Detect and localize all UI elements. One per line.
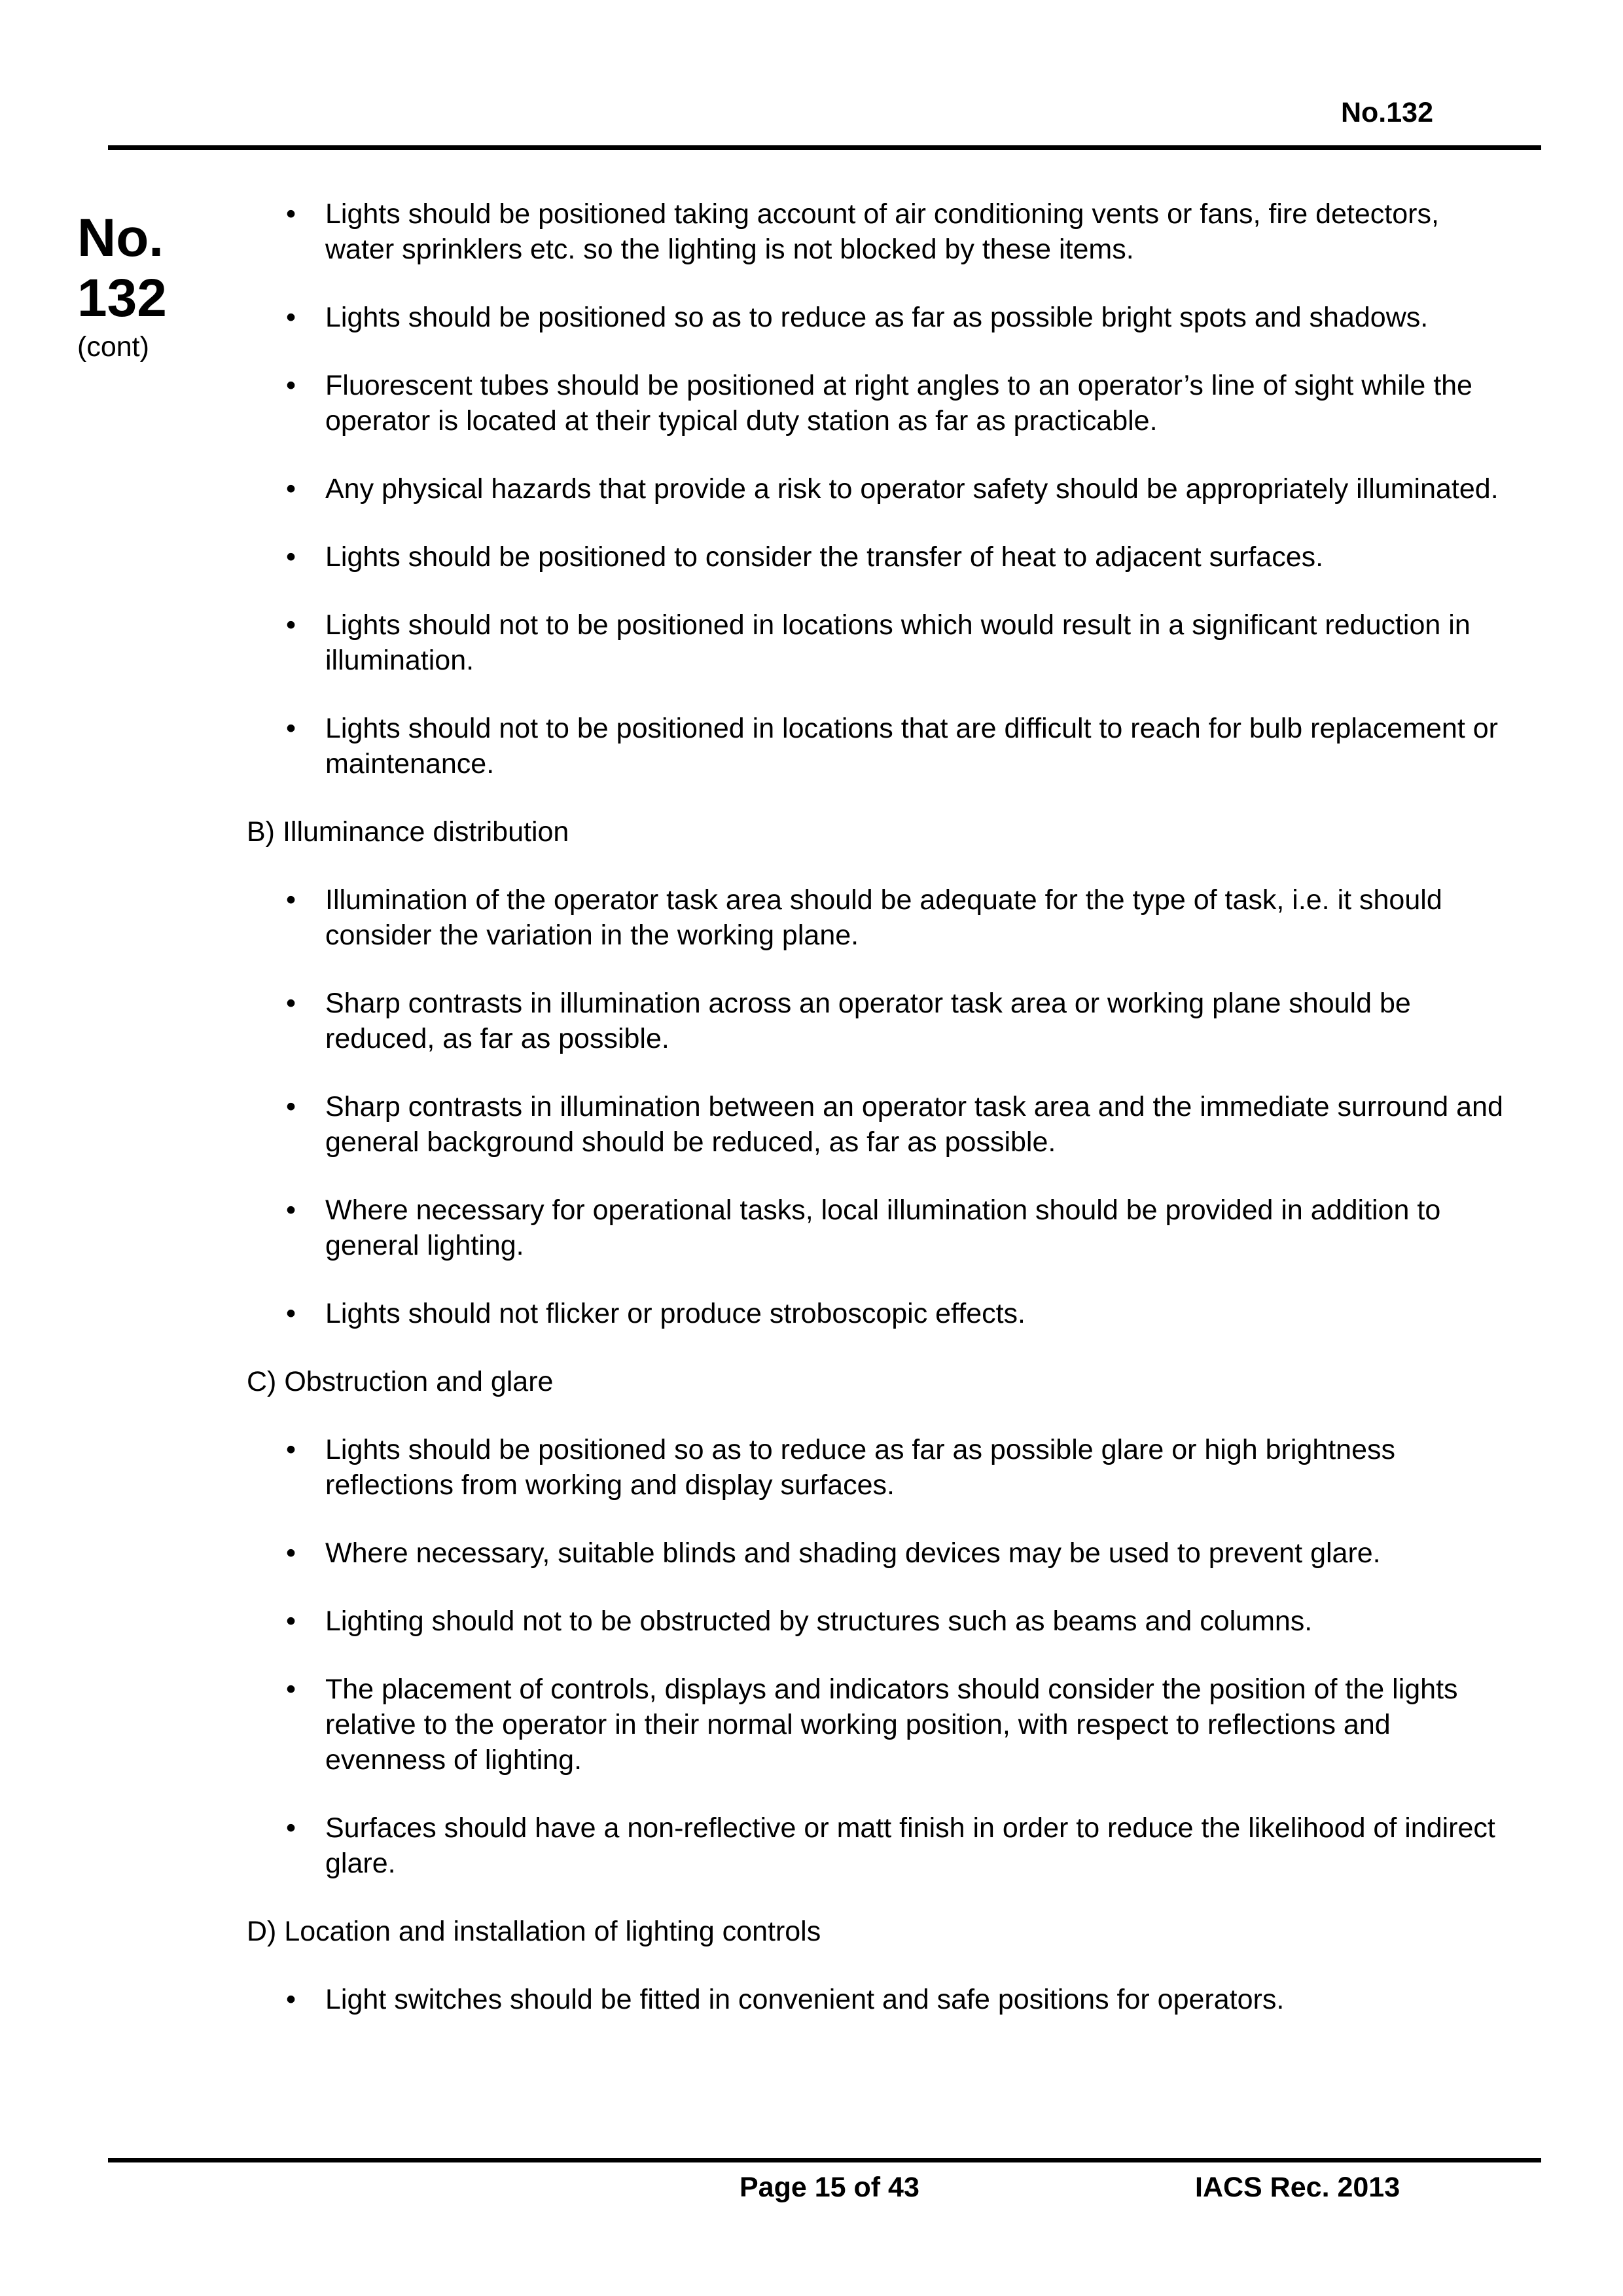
list-item-text: Light switches should be fitted in convenient and safe positions for operators. [325,1984,1285,2015]
bullet-icon: • [286,1674,296,1705]
list-item [247,882,1510,953]
side-cont: (cont) [77,331,149,363]
list-item-text: Lights should not flicker or produce stroboscopic effects. [325,1298,1026,1329]
side-number: 132 [77,268,167,328]
list-item-text: Lights should be positioned to consider the transfer of heat to adjacent surfaces. [325,541,1324,573]
list-item [247,1193,1510,1263]
list-item [247,1535,1510,1571]
bullet-icon: • [286,302,296,333]
header-rule [108,145,1541,150]
list-item-text: Surfaces should have a non-reflective or matt finish in order to reduce the likelihood of indirect glare. [325,1812,1495,1879]
header-doc-number: No.132 [1340,97,1433,128]
list-item [247,1604,1510,1639]
section-c-heading: C) Obstruction and glare [247,1366,554,1397]
list-item-text: The placement of controls, displays and indicators should consider the position of the lights relative to the operator in their normal working position, with respect to reflections and evenness of lighting. [325,1674,1458,1776]
list-item [247,1089,1510,1160]
list-item-text: Sharp contrasts in illumination across an operator task area or working plane should be reduced, as far as possible. [325,988,1411,1054]
bullet-icon: • [286,713,296,744]
list-item [247,1982,1510,2017]
bullet-icon: • [286,988,296,1019]
list-item [247,986,1510,1056]
bullet-icon: • [286,1434,296,1465]
list-item [247,368,1510,439]
section-a-list [247,196,1510,781]
section-b-list [247,882,1510,1331]
list-item [247,196,1510,267]
list-item-text: Lights should be positioned so as to reduce as far as possible glare or high brightness reflections from working and display surfaces. [325,1434,1396,1501]
bullet-icon: • [286,609,296,641]
list-item [247,607,1510,678]
list-item-text: Lights should be positioned so as to reduce as far as possible bright spots and shadows. [325,302,1429,333]
list-item [247,1296,1510,1331]
list-item-text: Fluorescent tubes should be positioned at right angles to an operator’s line of sight while the operator is located at their typical duty station as far as practicable. [325,370,1472,437]
list-item-text: Lights should be positioned taking account of air conditioning vents or fans, fire detectors, water sprinklers etc. so the lighting is not blocked by these items. [325,198,1439,265]
bullet-icon: • [286,1984,296,2015]
bullet-icon: • [286,1605,296,1637]
list-item-text: Lights should not to be positioned in locations that are difficult to reach for bulb replacement or maintenance. [325,713,1498,780]
bullet-icon: • [286,884,296,916]
list-item-text: Illumination of the operator task area should be adequate for the type of task, i.e. it should consider the variation in the working plane. [325,884,1442,951]
bullet-icon: • [286,1812,296,1844]
bullet-icon: • [286,1091,296,1122]
list-item-text: Sharp contrasts in illumination between an operator task area and the immediate surround and general background should be reduced, as far as possible. [325,1091,1503,1158]
list-item [247,1672,1510,1778]
bullet-icon: • [286,473,296,505]
side-label [77,208,208,364]
list-item-text: Lights should not to be positioned in locations which would result in a significant reduction in illumination. [325,609,1471,676]
list-item [247,1810,1510,1881]
content [247,196,1510,2050]
bullet-icon: • [286,370,296,401]
bullet-icon: • [286,1194,296,1226]
list-item-text: Where necessary for operational tasks, local illumination should be provided in addition to general lighting. [325,1194,1441,1261]
list-item-text: Where necessary, suitable blinds and shading devices may be used to prevent glare. [325,1537,1381,1569]
section-c-list [247,1432,1510,1881]
list-item [247,1432,1510,1503]
list-item [247,539,1510,575]
section-b-heading: B) Illuminance distribution [247,816,569,848]
side-no: No. [77,208,164,268]
section-d-heading: D) Location and installation of lighting controls [247,1916,821,1947]
list-item [247,711,1510,781]
list-item [247,471,1510,507]
bullet-icon: • [286,541,296,573]
footer-page-number: Page 15 of 43 [740,2172,919,2203]
list-item [247,300,1510,335]
bullet-icon: • [286,1537,296,1569]
bullet-icon: • [286,198,296,230]
bullet-icon: • [286,1298,296,1329]
section-d-list [247,1982,1510,2017]
footer-rec-label: IACS Rec. 2013 [1195,2172,1400,2203]
footer-rule [108,2158,1541,2162]
list-item-text: Any physical hazards that provide a risk to operator safety should be appropriately illuminated. [325,473,1499,505]
list-item-text: Lighting should not to be obstructed by structures such as beams and columns. [325,1605,1313,1637]
